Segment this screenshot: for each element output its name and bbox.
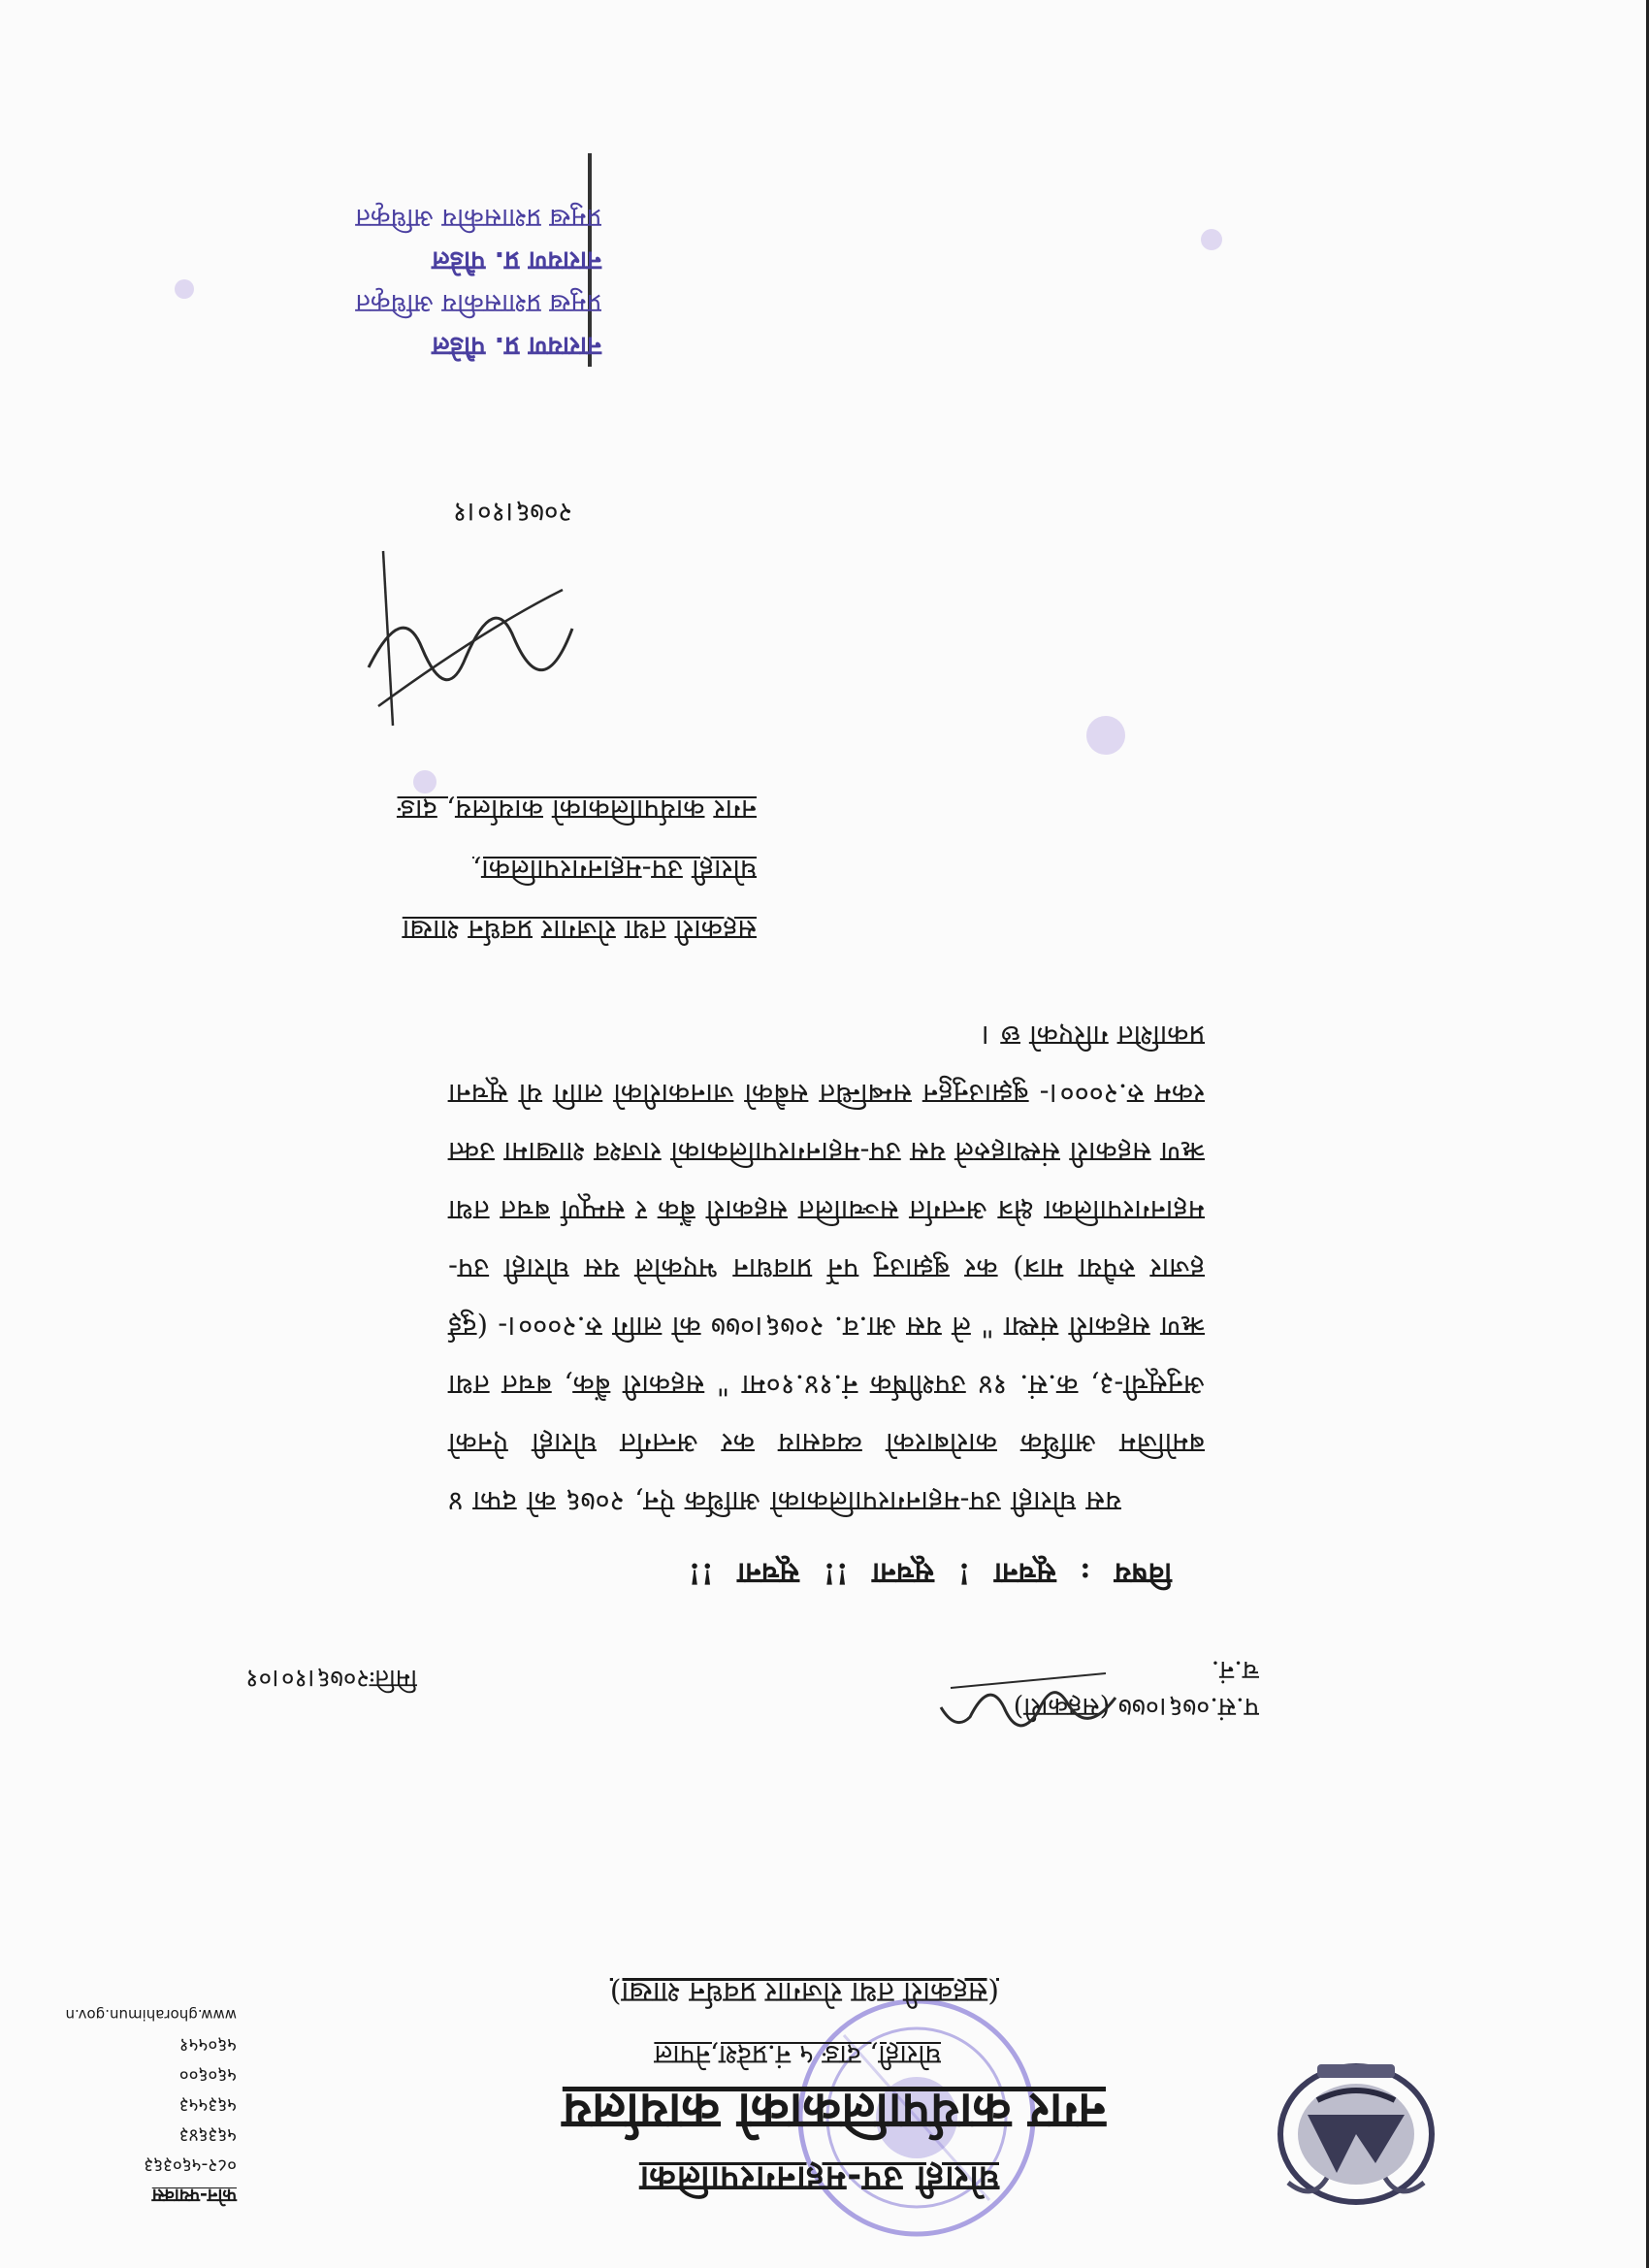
contact-line: ५६०५५१ bbox=[178, 2034, 237, 2056]
subject-text: सूचना ! सूचना !! सूचना !! bbox=[688, 1556, 1056, 1590]
officer-name: नारायण प्र. पौडेल bbox=[432, 245, 601, 275]
body-paragraph: यस घोराही उप-महानगरपालिकाको आर्थिक ऐन, २०७६ को दफा ४ बमोजिम आर्थिक कारोबारको व्यवसाय कर अन्तर्गत घोराही ऐनको अनुसूची-३, क.सं. १४ उपशीर्षक नं.१४.१०मा " सहकारी बैंक, बचत तथा ऋण सहकारी संस्था " ले यस आ.व. २०७६।०७७ को लागि रु.२०००।- (दुई हजार रुपैया मात्र) कर बुझाउनु पर्ने प्रावधान भएकोले यस घोराही उप-महानगरपालिका क्षेत्र अन्तर्गत सञ्चालित सहकारी बैंक र सम्पूर्ण बचत तथा ऋण सहकारी संस्थाहरुले यस उप-महानगरपालिकाको राजश्व शाखामा उक्त रकम रु.२०००।- बुझाउनुहुन सम्बन्धित सबैको जानकारीको लागि यो सूचना प्रकाशित गरिएको छ । bbox=[448, 1020, 1205, 1518]
dispatch-number: च.नं. bbox=[1211, 1655, 1259, 1685]
letter-date: मितिः२०७६।१०।०१ bbox=[245, 1664, 417, 1693]
subject-line bbox=[689, 1555, 1173, 1595]
dispatch-signature bbox=[931, 1659, 1125, 1746]
contact-line: ५६०६०० bbox=[178, 2064, 237, 2086]
ink-spot bbox=[1086, 716, 1125, 755]
website: www.ghorahimun.gov.n bbox=[65, 2006, 237, 2024]
officer-rank-stamp bbox=[155, 196, 601, 367]
recipient-block bbox=[398, 780, 757, 960]
recipient-line: नगर कार्यपालिकाको कार्यालय, दाङ bbox=[397, 794, 757, 826]
officer-title: प्रमुख प्रशासकीय अधिकृत bbox=[355, 288, 601, 318]
recipient-line: सहकारी तथा रोजगार प्रवर्धन शाखा bbox=[402, 914, 757, 947]
letter-number: प.सं.०७६।०७७ (सहकारी) bbox=[1013, 1692, 1259, 1722]
contact-line: ५६३५५३ bbox=[178, 2094, 237, 2116]
contact-line: ०८२-५६०३६३ bbox=[144, 2155, 237, 2176]
nepal-emblem-icon bbox=[1269, 2057, 1443, 2221]
office-address: घोराही, दाङ ५ नं.प्रदेश,नेपाल bbox=[654, 2039, 941, 2071]
officer-signature bbox=[340, 532, 601, 745]
office-title: नगर कार्यपालिकाको कार्यालय bbox=[562, 2082, 1106, 2141]
notice-body bbox=[448, 1007, 1205, 1531]
ink-spot bbox=[1201, 229, 1222, 250]
subject-label: विषय : bbox=[1080, 1556, 1172, 1590]
contact-label: फोन-फ्याक्स bbox=[151, 2185, 237, 2206]
recipient-line: घोराही उप-महानगरपालिका, bbox=[471, 854, 757, 887]
officer-name: नारायण प्र. पौडेल bbox=[432, 331, 601, 361]
officer-title: प्रमुख प्रशासकीय अधिकृत bbox=[355, 203, 601, 233]
branch-name: (सहकारी तथा रोजगार प्रवर्धन शाखा) bbox=[609, 1975, 999, 2009]
contact-info bbox=[65, 1999, 237, 2210]
signature-date: २०७६।१०।१ bbox=[452, 497, 572, 529]
municipality-name: घोराही उप-महानगरपालिका bbox=[638, 2158, 999, 2199]
contact-line: ५६३६४३ bbox=[178, 2124, 237, 2146]
